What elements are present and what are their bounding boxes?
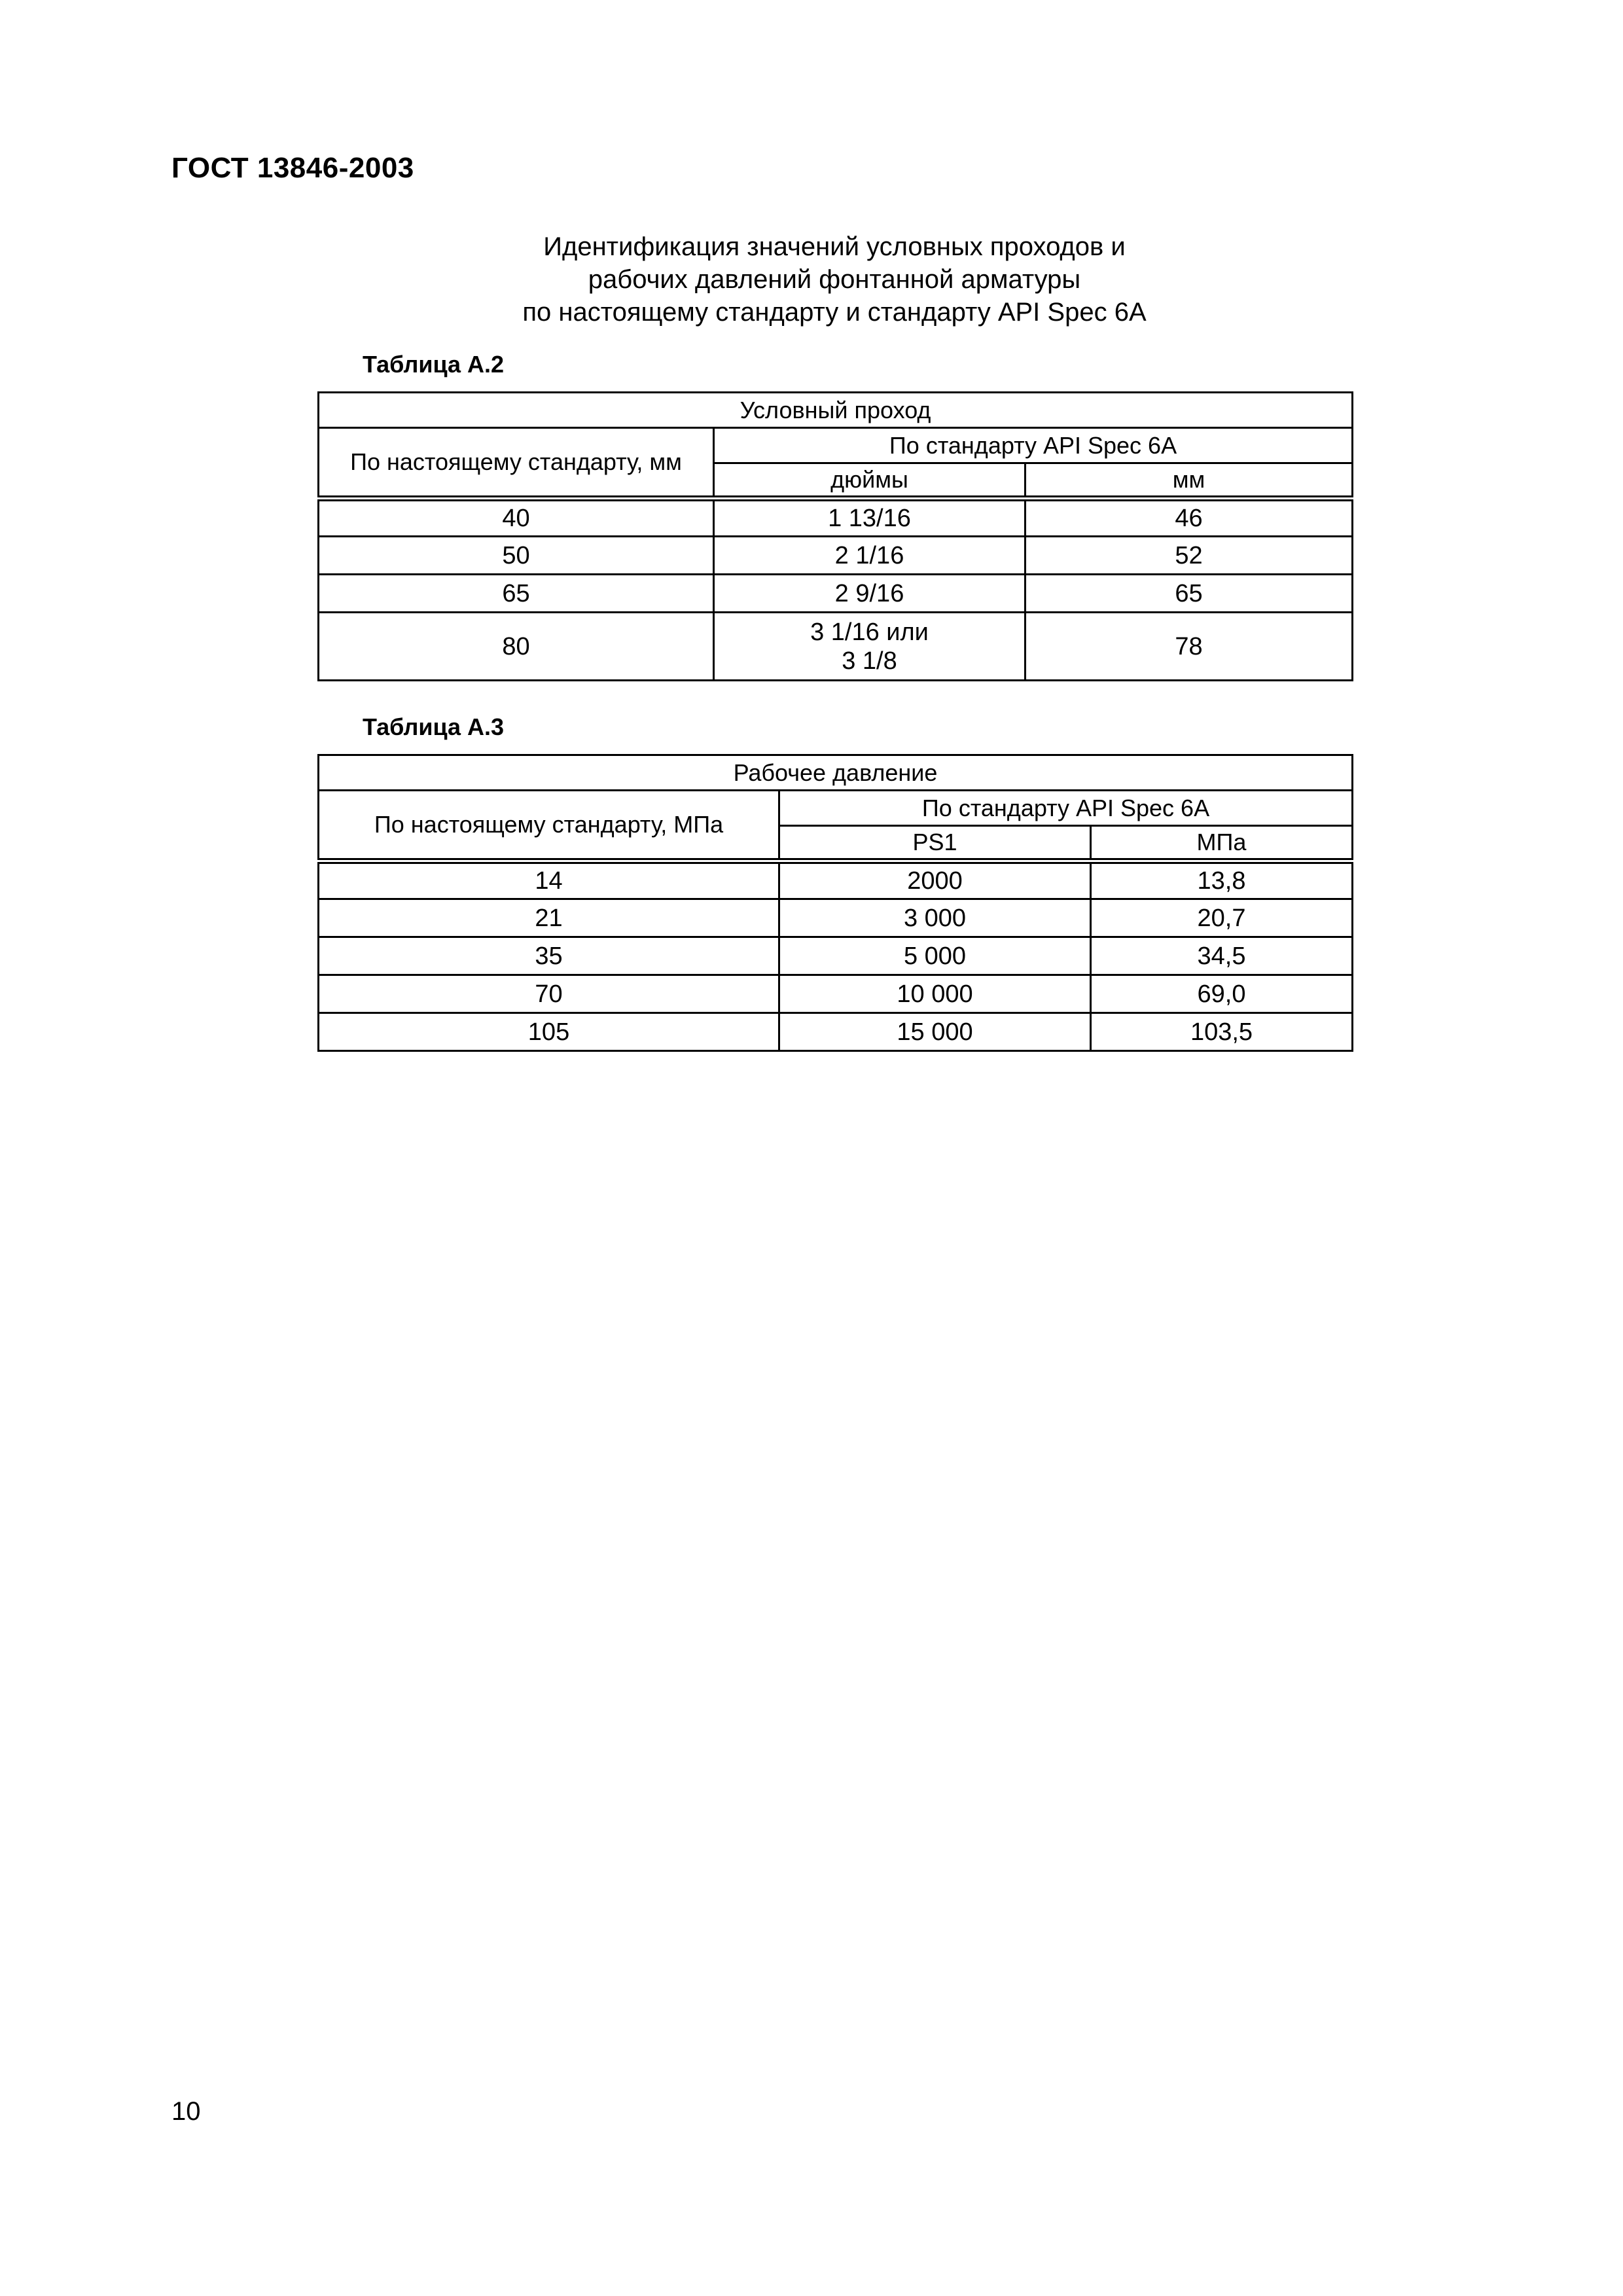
- table-a2-api-header: По стандарту API Spec 6A: [714, 428, 1353, 463]
- table-a3-cell-api2: 69,0: [1091, 975, 1353, 1013]
- table-a2-group-header: Условный проход: [319, 393, 1353, 428]
- table-a3-cell-api1: 15 000: [779, 1013, 1091, 1051]
- caption-line-2: рабочих давлений фонтанной арматуры: [588, 265, 1081, 294]
- table-a3-col-local-header: По настоящему стандарту, МПа: [319, 791, 779, 861]
- table-row: [319, 937, 1353, 975]
- table-row: [319, 861, 1353, 899]
- table-a2-cell-local: 80: [319, 613, 714, 681]
- table-a3-api-sub2-header: МПа: [1091, 826, 1353, 861]
- table-row: [319, 975, 1353, 1013]
- table-a2-cell-api1-line-1: 3 1/16 или: [810, 618, 929, 646]
- table-row: [319, 613, 1353, 681]
- table-a3-cell-local: 105: [319, 1013, 779, 1051]
- table-row: [319, 537, 1353, 575]
- table-a2-cell-api2: 78: [1026, 613, 1353, 681]
- table-a3: [317, 754, 1353, 1052]
- table-a3-cell-api2: 34,5: [1091, 937, 1353, 975]
- table-row: [319, 575, 1353, 613]
- table-a3-cell-local: 70: [319, 975, 779, 1013]
- table-a2-cell-api2: 65: [1026, 575, 1353, 613]
- table-a2-cell-api1: 2 1/16: [714, 537, 1026, 575]
- caption-line-3: по настоящему стандарту и стандарту API Spec 6A: [522, 298, 1147, 327]
- table-a3-api-header: По стандарту API Spec 6A: [779, 791, 1353, 826]
- table-a3-group-header: Рабочее давление: [319, 755, 1353, 791]
- page-number: 10: [171, 2097, 201, 2126]
- table-a2-col-local-header: По настоящему стандарту, мм: [319, 428, 714, 499]
- table-a3-cell-api1: 5 000: [779, 937, 1091, 975]
- table-a2-api-sub2-header: мм: [1026, 463, 1353, 499]
- table-a2-cell-api1: 2 9/16: [714, 575, 1026, 613]
- table-row: [319, 499, 1353, 537]
- table-a2-cell-api2: 52: [1026, 537, 1353, 575]
- table-a2-cell-local: 65: [319, 575, 714, 613]
- table-a2-cell-local: 40: [319, 499, 714, 537]
- table-a3-header-row: [319, 791, 1353, 826]
- table-a2-header-row: [319, 428, 1353, 463]
- table-a2-label: Таблица А.2: [363, 351, 505, 378]
- caption-line-1: Идентификация значений условных проходов и: [543, 232, 1126, 261]
- document-code: ГОСТ 13846-2003: [171, 152, 414, 184]
- table-a2-cell-local: 50: [319, 537, 714, 575]
- table-a2-api-sub1-header: дюймы: [714, 463, 1026, 499]
- table-a3-cell-local: 14: [319, 861, 779, 899]
- table-a2-cell-api1: [714, 613, 1026, 681]
- table-a3-header-row: [319, 755, 1353, 791]
- tables-caption: [458, 230, 1211, 329]
- table-a2-cell-api2: 46: [1026, 499, 1353, 537]
- table-a3-api-sub1-header: PS1: [779, 826, 1091, 861]
- table-row: [319, 1013, 1353, 1051]
- table-a3-cell-api1: 3 000: [779, 899, 1091, 937]
- table-a3-cell-api2: 13,8: [1091, 861, 1353, 899]
- table-a2-header-row: [319, 393, 1353, 428]
- table-a2: [317, 391, 1353, 681]
- table-a3-cell-local: 35: [319, 937, 779, 975]
- table-row: [319, 899, 1353, 937]
- table-a3-label: Таблица А.3: [363, 713, 505, 740]
- table-a3-cell-api2: 103,5: [1091, 1013, 1353, 1051]
- table-a3-cell-api2: 20,7: [1091, 899, 1353, 937]
- table-a2-cell-api1-line-2: 3 1/8: [842, 647, 897, 675]
- table-a3-cell-api1: 10 000: [779, 975, 1091, 1013]
- table-a2-cell-api1: 1 13/16: [714, 499, 1026, 537]
- table-a3-cell-api1: 2000: [779, 861, 1091, 899]
- table-a3-cell-local: 21: [319, 899, 779, 937]
